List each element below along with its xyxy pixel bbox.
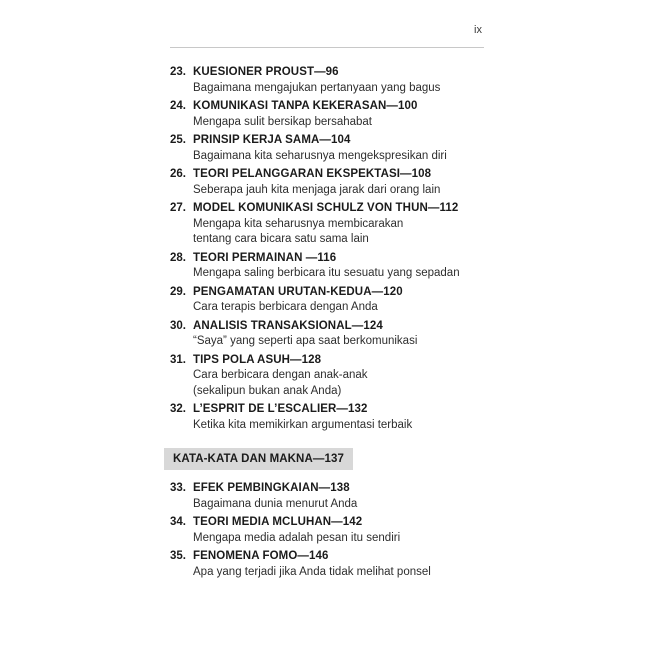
entry-title: TEORI MEDIA MCLUHAN—142: [193, 516, 363, 528]
entry-subtitle: “Saya” yang seperti apa saat berkomunikasi: [193, 335, 418, 347]
entry-title: FENOMENA FOMO—146: [193, 550, 329, 562]
entry-title-row: [170, 481, 484, 497]
entry-title-row: [170, 549, 484, 565]
entry-number: 32.: [170, 403, 186, 415]
entry-number: 31.: [170, 353, 186, 366]
entry-title: L’ESPRIT DE L’ESCALIER—132: [193, 403, 368, 415]
entry-subtitle: Cara berbicara dengan anak-anak: [193, 369, 368, 381]
entry-number: 33.: [170, 482, 186, 494]
page-number: ix: [474, 24, 482, 36]
toc-entry-24: [170, 99, 484, 130]
toc-entry-31: [170, 353, 484, 400]
entry-subtitle: Seberapa jauh kita menjaga jarak dari orang lain: [193, 183, 441, 196]
entry-number: 24.: [170, 100, 186, 112]
entry-number: 34.: [170, 516, 186, 528]
entry-subtitle: Ketika kita memikirkan argumentasi terbaik: [193, 418, 413, 431]
entry-title-row: [170, 251, 484, 267]
toc-entry-29: [170, 285, 484, 316]
toc-entry-25: [170, 133, 484, 164]
entry-title: TIPS POLA ASUH—128: [193, 353, 322, 366]
entry-subtitle: Bagaimana mengajukan pertanyaan yang bagus: [193, 81, 441, 94]
entry-title-row: [170, 65, 484, 81]
toc-entry-33: [170, 481, 484, 512]
entry-title: PENGAMATAN URUTAN-KEDUA—120: [193, 285, 403, 298]
entry-number: 29.: [170, 285, 186, 298]
entry-title-row: [170, 285, 484, 301]
entry-subtitle: Mengapa media adalah pesan itu sendiri: [193, 531, 401, 544]
entry-title-row: [170, 402, 484, 418]
entry-number: 30.: [170, 319, 186, 332]
entry-title: ANALISIS TRANSAKSIONAL—124: [193, 319, 383, 332]
entry-subtitle: Bagaimana kita seharusnya mengekspresikan diri: [193, 149, 447, 162]
entry-title: PRINSIP KERJA SAMA—104: [193, 134, 351, 146]
entry-title: TEORI PELANGGARAN EKSPEKTASI—108: [193, 168, 432, 180]
entry-title-row: [170, 515, 484, 531]
entry-subtitle: Apa yang terjadi jika Anda tidak melihat ponsel: [193, 565, 431, 578]
entry-subtitle: Cara terapis berbicara dengan Anda: [193, 301, 378, 313]
entry-title: TEORI PERMAINAN —116: [193, 251, 337, 264]
section-header: KATA-KATA DAN MAKNA—137: [164, 448, 353, 470]
entry-subtitle: Mengapa saling berbicara itu sesuatu yang sepadan: [193, 267, 460, 279]
entry-title: KOMUNIKASI TANPA KEKERASAN—100: [193, 100, 418, 112]
entry-title: KUESIONER PROUST—96: [193, 66, 339, 78]
toc-entry-28: [170, 251, 484, 282]
toc-entry-34: [170, 515, 484, 546]
toc-list: [170, 48, 484, 580]
toc-entry-23: [170, 65, 484, 96]
entry-number: 25.: [170, 134, 186, 146]
entry-subtitle: Bagaimana dunia menurut Anda: [193, 497, 358, 510]
entry-title-row: [170, 133, 484, 149]
toc-entry-32: [170, 402, 484, 433]
toc-entry-30: [170, 319, 484, 350]
entry-subtitle: Mengapa sulit bersikap bersahabat: [193, 115, 373, 128]
toc-content: [170, 22, 484, 583]
entry-title: MODEL KOMUNIKASI SCHULZ VON THUN—112: [193, 202, 459, 214]
entry-subtitle: tentang cara bicara satu sama lain: [193, 233, 369, 245]
entry-title-row: [170, 167, 484, 183]
entry-subtitle: (sekalipun bukan anak Anda): [193, 384, 342, 397]
entry-title-row: [170, 201, 484, 217]
entry-title-row: [170, 319, 484, 335]
toc-entry-35: [170, 549, 484, 580]
entry-number: 35.: [170, 550, 186, 562]
toc-entry-27: [170, 201, 484, 248]
entry-number: 23.: [170, 66, 186, 78]
entry-number: 28.: [170, 251, 186, 264]
entry-title: EFEK PEMBINGKAIAN—138: [193, 482, 350, 494]
entry-number: 26.: [170, 168, 186, 180]
entry-subtitle: Mengapa kita seharusnya membicarakan: [193, 217, 404, 230]
entry-title-row: [170, 99, 484, 115]
entry-number: 27.: [170, 202, 186, 214]
toc-entry-26: [170, 167, 484, 198]
entry-title-row: [170, 353, 484, 369]
